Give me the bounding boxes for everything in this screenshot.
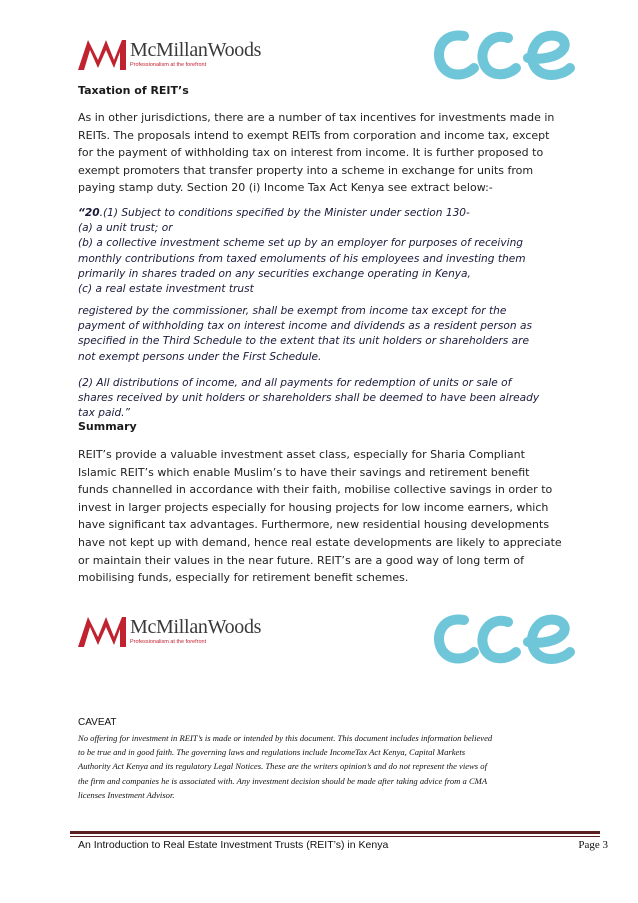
taxation-paragraph: [78, 109, 598, 197]
paragraph-line: mobilising funds, especially for retirement benefit schemes.: [78, 571, 409, 585]
summary-heading: Summary: [78, 420, 137, 433]
summary-paragraph: [78, 446, 598, 587]
paragraph-line: Islamic REIT’s which enable Muslim’s to have their savings and retirement benefit: [78, 465, 530, 479]
footer-rule: [70, 831, 600, 834]
logo-name: McMillanWoods: [130, 615, 262, 638]
quote-line: (b) a collective investment scheme set up by an employer for purposes of receiving: [78, 237, 524, 250]
quote-line: shares received by unit holders or shareholders shall be deemed to have been already: [78, 392, 540, 405]
caveat-line: to be true and in good faith. The governing laws and regulations include IncomeTax Act Kenya, Capital Markets: [78, 747, 466, 758]
section-number: 20: [84, 207, 100, 219]
caveat-line: No offering for investment in REIT’s is made or intended by this document. This document includes information believed: [78, 733, 493, 743]
paragraph-line: have not kept up with demand, hence real estate developments are likely to appreciate: [78, 535, 562, 549]
quote-line: [78, 206, 608, 221]
quote-line: specified in the Third Schedule to the extent that its unit holders or shareholders are: [78, 335, 530, 348]
paragraph-line: REIT’s provide a valuable investment asset class, especially for Sharia Compliant: [78, 448, 525, 461]
quote-block-2: [78, 304, 608, 365]
paragraph-line: REITs. The proposals intend to exempt REITs from corporation and income tax, except: [78, 128, 550, 142]
taxation-heading: Taxation of REIT’s: [78, 84, 189, 97]
logo-tagline: Professionalism at the forefront: [130, 61, 207, 68]
footer-rule-thin: [70, 836, 600, 837]
quote-line: monthly contributions from taxed emoluments of his employees and investing them: [78, 252, 526, 265]
quote-line: registered by the commissioner, shall be exempt from income tax except for the: [78, 305, 507, 317]
cce-logo-bottom: [428, 608, 578, 668]
paragraph-line: funds channelled in accordance with their faith, mobilise collective savings in order to: [78, 483, 553, 497]
quote-line1-rest: .(1) Subject to conditions specified by the Minister under section 130-: [99, 207, 470, 219]
mcmillanwoods-mark-icon: [78, 613, 126, 647]
page-number: Page 3: [578, 839, 608, 851]
quote-line: tax paid.”: [78, 407, 131, 420]
mcmillanwoods-mark-icon: [78, 36, 126, 70]
quote-line: (a) a unit trust; or: [78, 222, 173, 235]
quote-line: payment of withholding tax on interest income and dividends as a resident person as: [78, 320, 532, 333]
paragraph-line: for the payment of withholding tax on interest from income. It is further proposed to: [78, 146, 544, 160]
quote-block-3: [78, 376, 608, 422]
paragraph-line: paying stamp duty. Section 20 (i) Income Tax Act Kenya see extract below:-: [78, 181, 493, 195]
quote-line: (c) a real estate investment trust: [78, 283, 254, 296]
quote-line: not exempt persons under the First Schedule.: [78, 350, 322, 363]
caveat-title: CAVEAT: [78, 717, 117, 728]
caveat-line: Authority Act Kenya and its regulatory Legal Notices. These are the writers opinion’s and do not represent the views of: [78, 761, 487, 772]
caveat-text: [78, 731, 600, 802]
paragraph-line: or maintain their values in the near future. REIT’s are a good way of long term of: [78, 553, 524, 567]
quote-block-1: [78, 206, 608, 297]
caveat-line: the firm and companies he is associated with. Any investment decision should be made after taking advice from a CMA: [78, 775, 488, 786]
logo-tagline: Professionalism at the forefront: [130, 638, 207, 645]
caveat-line: licenses Investment Advisor.: [78, 789, 175, 800]
logo-name: McMillanWoods: [130, 38, 262, 61]
mcmillanwoods-logo-bottom: [78, 613, 261, 647]
paragraph-line: have significant tax advantages. Furthermore, new residential housing developments: [78, 518, 550, 532]
quote-line: (2) All distributions of income, and all payments for redemption of units or sale of: [78, 377, 512, 389]
paragraph-line: As in other jurisdictions, there are a number of tax incentives for investments made in: [78, 111, 555, 124]
quote-line: primarily in shares traded on any securities exchange operating in Kenya,: [78, 267, 471, 280]
quote-open-mark: “: [78, 207, 85, 219]
cce-logo-top: [428, 24, 578, 84]
mcmillanwoods-logo-top: [78, 36, 261, 70]
paragraph-line: exempt promoters that transfer property into a scheme in exchange for units from: [78, 163, 534, 177]
paragraph-line: invest in larger projects especially for housing projects for low income earners, which: [78, 500, 549, 514]
footer-title: An Introduction to Real Estate Investment Trusts (REIT’s) in Kenya: [78, 839, 389, 851]
